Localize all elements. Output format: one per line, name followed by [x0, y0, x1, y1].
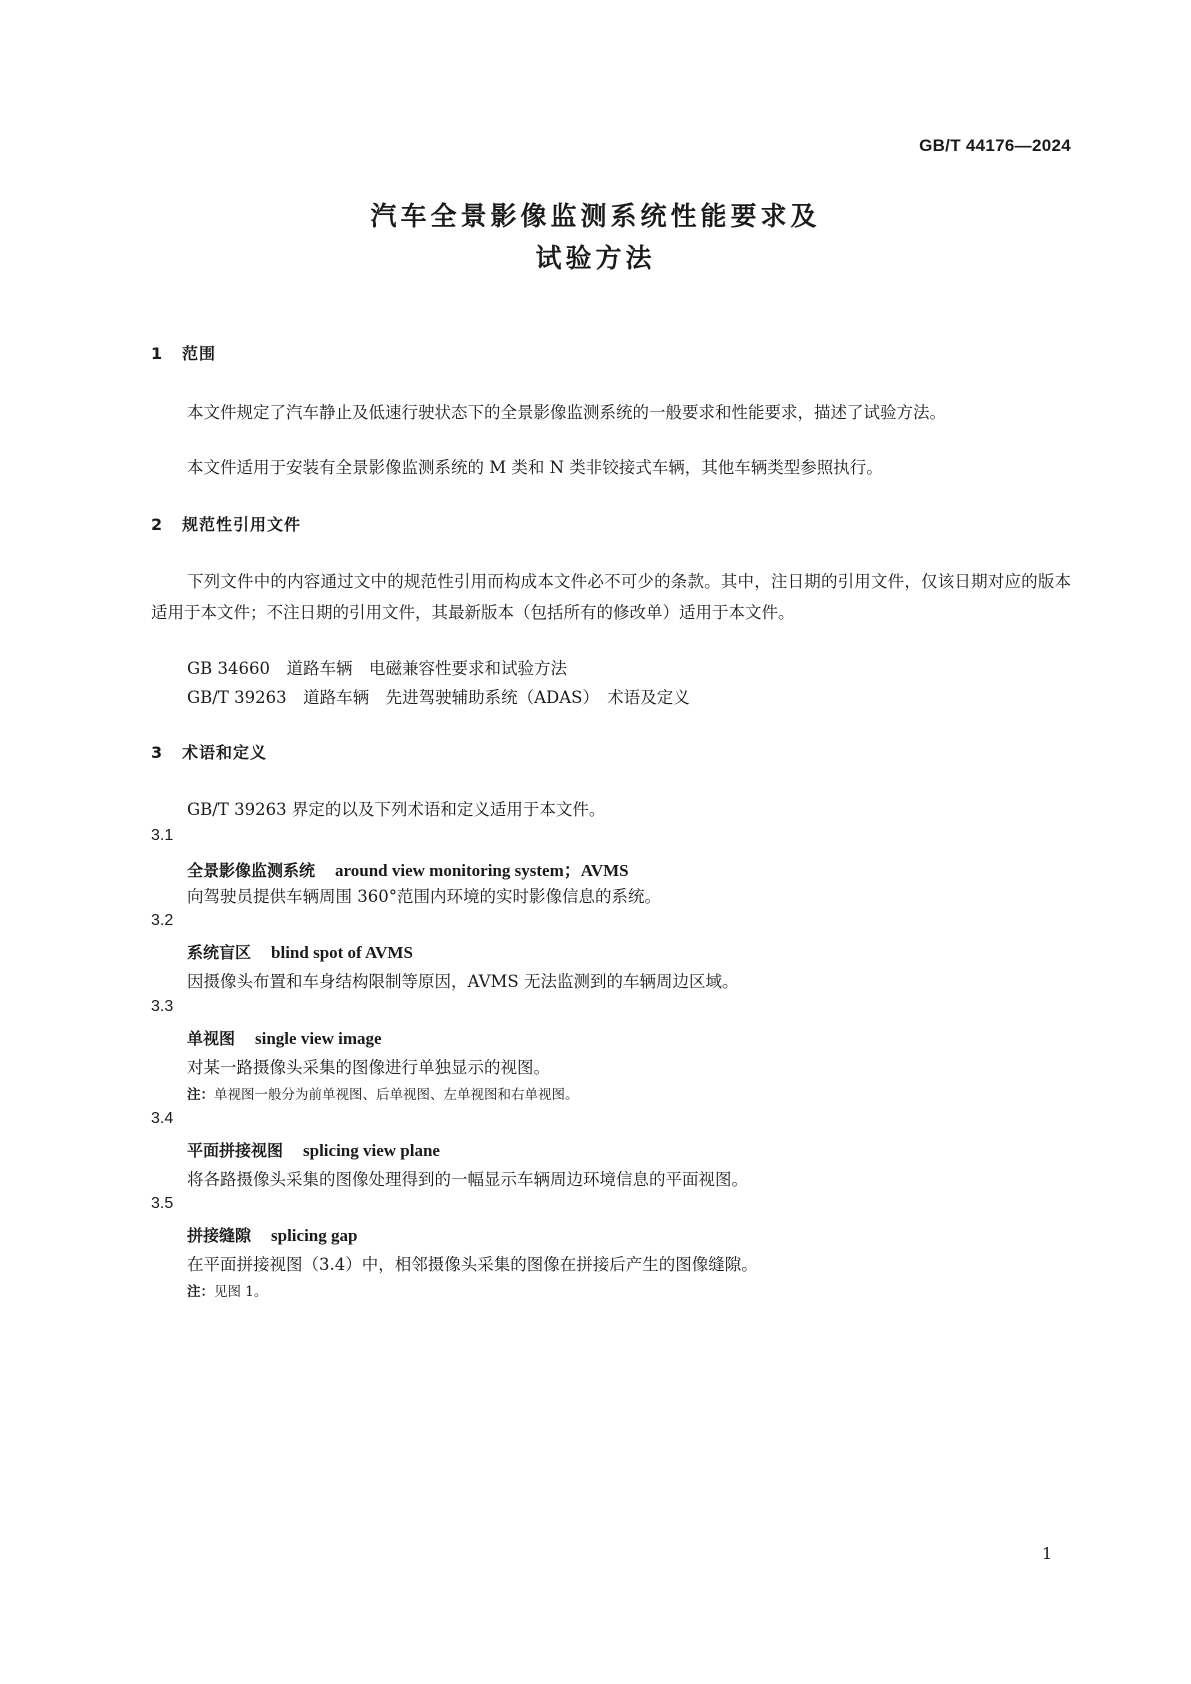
note-text: 见图 1。 — [214, 1284, 268, 1300]
term-zh: 平面拼接视图 — [187, 1141, 284, 1160]
note-text: 单视图一般分为前单视图、后单视图、左单视图和右单视图。 — [214, 1087, 579, 1103]
note-label: 注： — [187, 1087, 214, 1103]
section-1-heading — [151, 341, 216, 364]
term-heading — [187, 940, 413, 963]
term-definition: 对某一路摄像头采集的图像进行单独显示的视图。 — [187, 1058, 550, 1077]
term-definition: 向驾驶员提供车辆周围 360°范围内环境的实时影像信息的系统。 — [187, 887, 661, 906]
term-en: single view image — [255, 1029, 382, 1048]
document-title-line-2: 试验方法 — [535, 244, 656, 274]
paragraph: GB/T 39263 界定的以及下列术语和定义适用于本文件。 — [187, 800, 606, 819]
standard-number: GB/T 44176—2024 — [919, 136, 1071, 155]
term-definition: 将各路摄像头采集的图像处理得到的一幅显示车辆周边环境信息的平面视图。 — [187, 1170, 748, 1189]
section-3-heading — [151, 740, 267, 763]
reference-item: GB 34660 道路车辆 电磁兼容性要求和试验方法 — [187, 659, 568, 678]
term-number: 3.1 — [151, 827, 174, 844]
term-en: around view monitoring system；AVMS — [335, 861, 629, 880]
section-title: 术语和定义 — [182, 743, 268, 762]
term-zh: 全景影像监测系统 — [187, 861, 316, 880]
term-definition: 在平面拼接视图（3.4）中，相邻摄像头采集的图像在拼接后产生的图像缝隙。 — [187, 1255, 758, 1274]
term-number: 3.3 — [151, 998, 174, 1015]
section-number: 3 — [151, 743, 164, 762]
term-note — [187, 1083, 579, 1103]
term-number: 3.2 — [151, 912, 174, 929]
section-2-heading — [151, 512, 301, 535]
paragraph: 本文件规定了汽车静止及低速行驶状态下的全景影像监测系统的一般要求和性能要求，描述了试验方法。 — [187, 403, 946, 422]
term-en: splicing view plane — [303, 1141, 440, 1160]
term-zh: 系统盲区 — [187, 943, 252, 962]
term-number: 3.5 — [151, 1195, 174, 1212]
term-heading — [187, 856, 629, 881]
term-heading — [187, 1138, 440, 1161]
section-title: 规范性引用文件 — [182, 515, 302, 534]
term-note — [187, 1280, 267, 1300]
paragraph: 下列文件中的内容通过文中的规范性引用而构成本文件必不可少的条款。其中，注日期的引用文件，仅该日期对应的版本适用于本文件；不注日期的引用文件，其最新版本（包括所有的修改单）适用于本文件。 — [151, 572, 1071, 622]
section-number: 1 — [151, 344, 164, 363]
page-number: 1 — [1042, 1544, 1053, 1563]
reference-item: GB/T 39263 道路车辆 先进驾驶辅助系统（ADAS） 术语及定义 — [187, 688, 690, 707]
note-label: 注： — [187, 1284, 214, 1300]
section-number: 2 — [151, 515, 164, 534]
term-heading — [187, 1026, 382, 1049]
term-en: splicing gap — [271, 1226, 358, 1245]
section-title: 范围 — [182, 344, 217, 363]
paragraph: 本文件适用于安装有全景影像监测系统的 M 类和 N 类非铰接式车辆，其他车辆类型参照执行。 — [187, 458, 883, 477]
term-zh: 单视图 — [187, 1029, 236, 1048]
term-en: blind spot of AVMS — [271, 943, 413, 962]
document-title-line-1: 汽车全景影像监测系统性能要求及 — [370, 202, 821, 232]
term-definition: 因摄像头布置和车身结构限制等原因，AVMS 无法监测到的车辆周边区域。 — [187, 972, 739, 991]
term-number: 3.4 — [151, 1110, 174, 1127]
term-zh: 拼接缝隙 — [187, 1226, 252, 1245]
term-heading — [187, 1223, 357, 1246]
